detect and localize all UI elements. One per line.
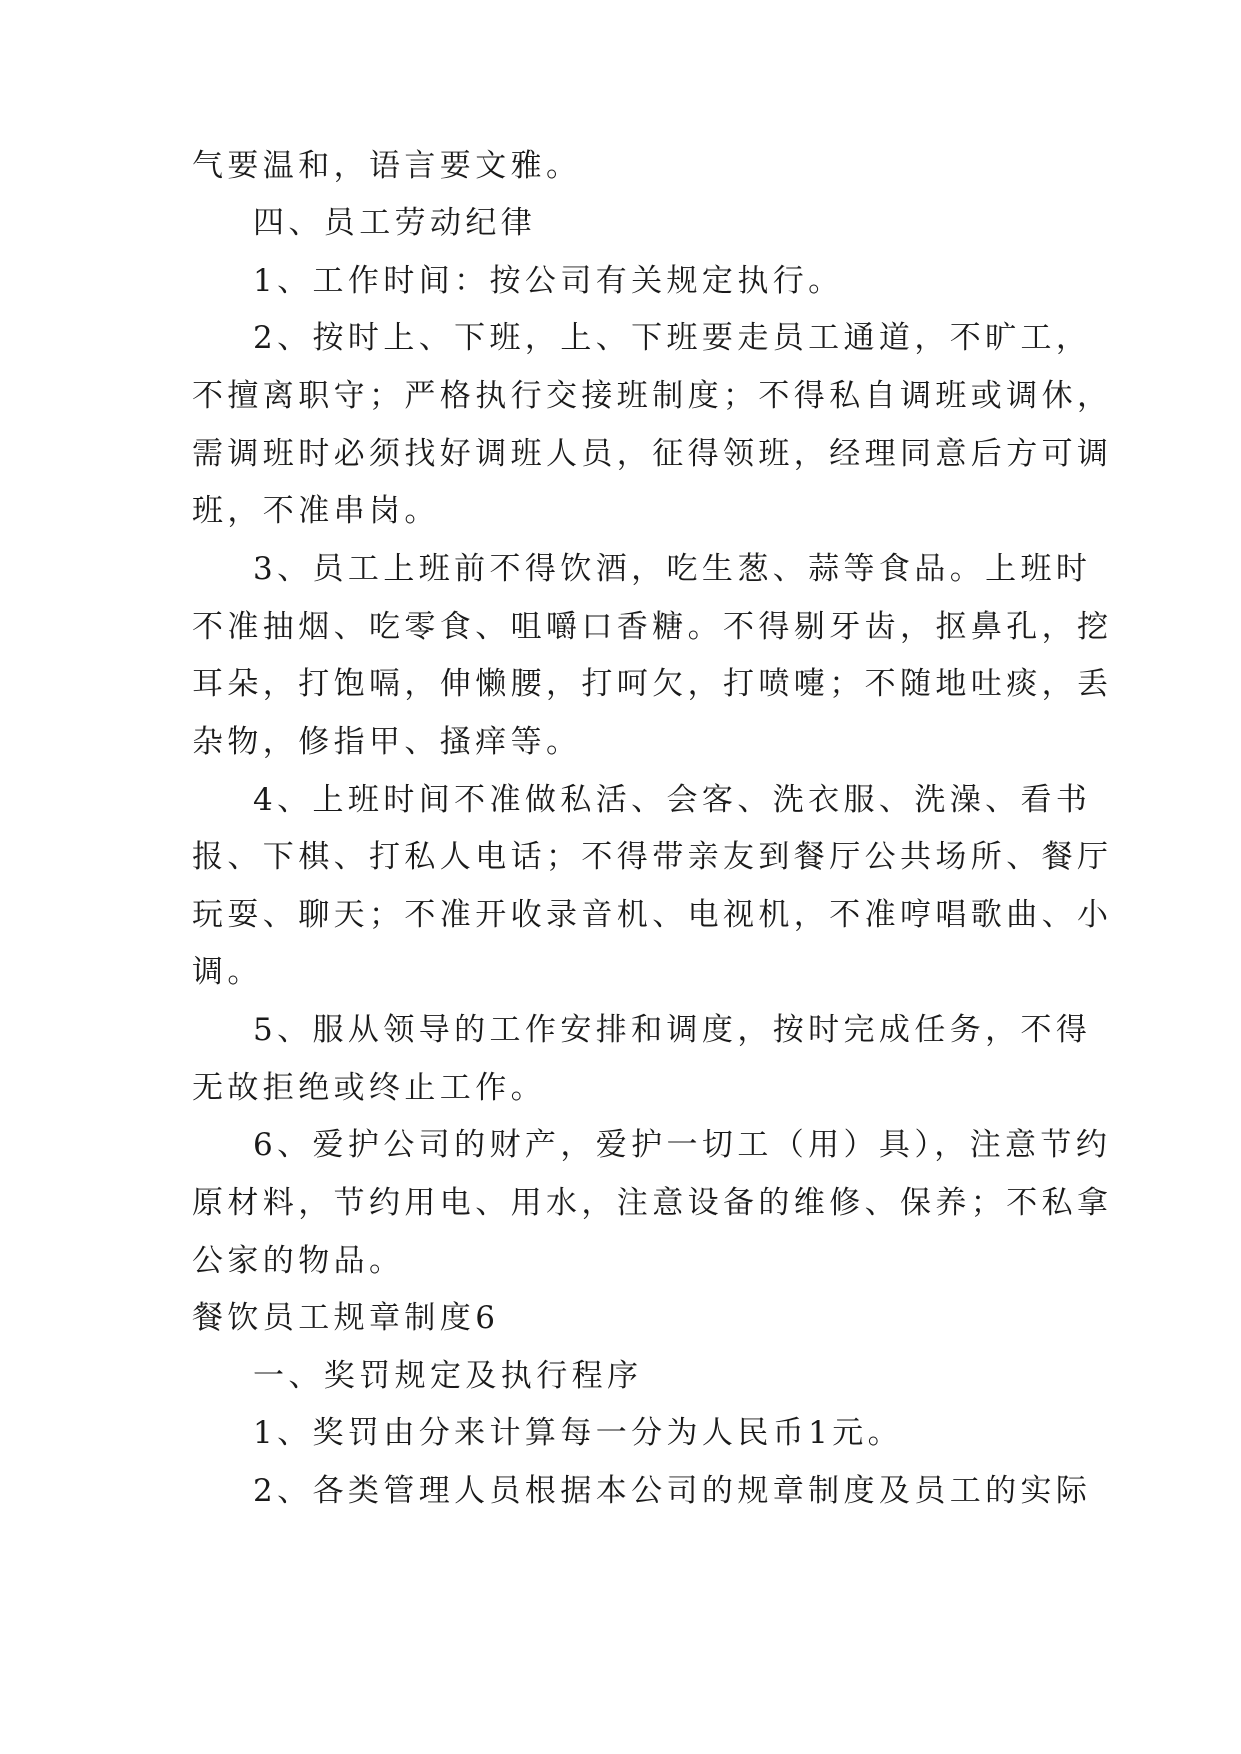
text-line: 3、员工上班前不得饮酒，吃生葱、蒜等食品。上班时 [253,551,1092,587]
text-line: 2、按时上、下班，上、下班要走员工通道，不旷工， [253,320,1092,356]
section-heading: 一、奖罚规定及执行程序 [253,1358,643,1394]
text-line: 报、下棋、打私人电话；不得带亲友到餐厅公共场所、餐厅 [192,839,1113,875]
text-line: 6、爱护公司的财产，爱护一切工（用）具），注意节约 [253,1127,1112,1163]
text-line: 公家的物品。 [192,1243,405,1279]
text-line: 无故拒绝或终止工作。 [192,1070,546,1106]
text-line: 4、上班时间不准做私活、会客、洗衣服、洗澡、看书 [253,782,1092,818]
text-line: 调。 [192,954,263,990]
text-line: 2、各类管理人员根据本公司的规章制度及员工的实际 [253,1473,1092,1509]
text-line: 杂物，修指甲、搔痒等。 [192,724,582,760]
document-title: 餐饮员工规章制度6 [192,1300,500,1336]
text-line: 原材料，节约用电、用水，注意设备的维修、保养；不私拿 [192,1185,1113,1221]
text-line: 1、工作时间：按公司有关规定执行。 [253,263,844,299]
text-line: 气要温和，语言要文雅。 [192,148,582,184]
text-line: 5、服从领导的工作安排和调度，按时完成任务，不得 [253,1012,1092,1048]
text-line: 需调班时必须找好调班人员，征得领班，经理同意后方可调 [192,436,1113,472]
text-line: 班，不准串岗。 [192,493,440,529]
text-line: 不准抽烟、吃零食、咀嚼口香糖。不得剔牙齿，抠鼻孔，挖 [192,609,1113,645]
text-line: 耳朵，打饱嗝，伸懒腰，打呵欠，打喷嚏；不随地吐痰，丢 [192,666,1113,702]
text-line: 玩耍、聊天；不准开收录音机、电视机，不准哼唱歌曲、小 [192,897,1113,933]
section-heading: 四、员工劳动纪律 [253,205,537,241]
text-line: 不擅离职守；严格执行交接班制度；不得私自调班或调休， [192,378,1113,414]
text-line: 1、奖罚由分来计算每一分为人民币1元。 [253,1415,904,1451]
